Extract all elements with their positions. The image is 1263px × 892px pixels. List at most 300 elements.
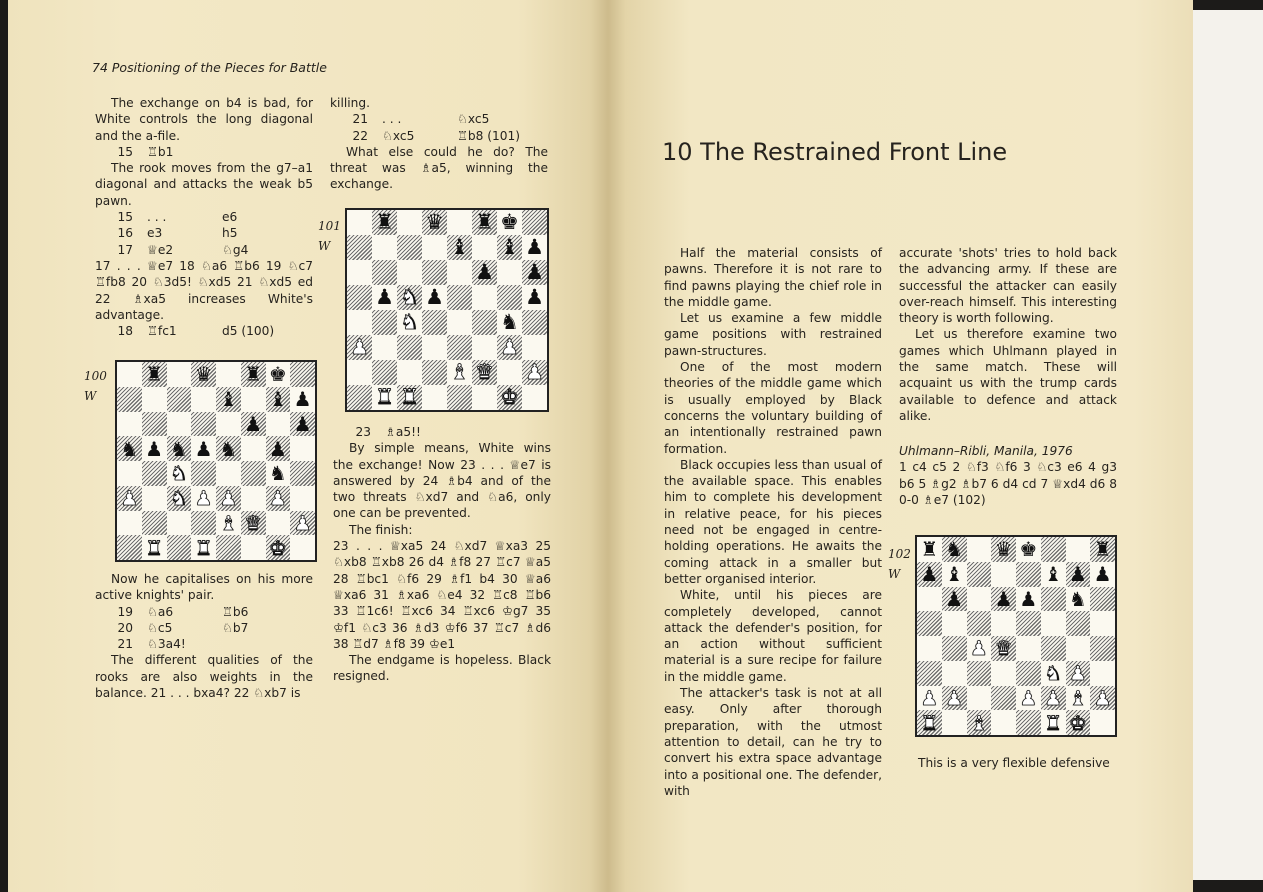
- white-knight-icon: ♞: [400, 285, 419, 309]
- white-pawn-icon: ♟: [194, 486, 213, 511]
- white-pawn-icon: ♟: [920, 685, 939, 710]
- board-square: [290, 436, 315, 461]
- diagram-101-label: 101 W: [318, 219, 341, 253]
- move-line: [330, 128, 548, 144]
- paragraph: What else could he do? The threat was ♗a5, winning the exchange.: [330, 144, 548, 192]
- paragraph: The rook moves from the g7–a1 diagonal and attacks the weak b5 pawn.: [95, 161, 313, 208]
- board-square: [447, 385, 472, 410]
- board-square: [497, 385, 522, 410]
- board-square: [497, 210, 522, 235]
- board-square: [447, 360, 472, 385]
- board-square: [967, 636, 992, 661]
- board-square: [472, 260, 497, 285]
- paragraph: White, until his pieces are completely developed, cannot attack the defender's position, for an action without sufficient material is a sure recipe for failure in the middle game.: [664, 588, 882, 684]
- board-square: [216, 362, 241, 387]
- board-square: [1090, 686, 1115, 711]
- board-square: [1041, 587, 1066, 612]
- board-square: [1066, 611, 1091, 636]
- paragraph: The finish:: [349, 522, 413, 537]
- board-square: [191, 535, 216, 560]
- board-square: [991, 661, 1016, 686]
- board-square: [142, 535, 167, 560]
- board-square: [290, 486, 315, 511]
- board-square: [422, 260, 447, 285]
- move-line: [95, 323, 313, 339]
- board-square: [1041, 611, 1066, 636]
- board-square: [1066, 686, 1091, 711]
- move-black: h5: [222, 226, 238, 241]
- board-square: [372, 385, 397, 410]
- white-pawn-icon: ♟: [268, 486, 287, 511]
- board-square: [942, 710, 967, 735]
- board-square: [191, 461, 216, 486]
- black-pawn-icon: ♟: [475, 260, 494, 284]
- board-square: [1041, 537, 1066, 562]
- board-square: [347, 310, 372, 335]
- board-square: [167, 511, 192, 536]
- board-square: [472, 385, 497, 410]
- board-square: [347, 235, 372, 260]
- black-queen-icon: ♛: [194, 362, 213, 387]
- board-square: [1066, 710, 1091, 735]
- board-square: [1041, 562, 1066, 587]
- board-square: [991, 710, 1016, 735]
- board-square: [266, 486, 291, 511]
- black-knight-icon: ♞: [120, 436, 139, 461]
- board-square: [167, 387, 192, 412]
- board-square: [142, 436, 167, 461]
- white-rook-icon: ♜: [145, 535, 164, 560]
- move-white: ♘a6: [147, 604, 174, 619]
- black-pawn-icon: ♟: [244, 411, 263, 436]
- board-square: [522, 385, 547, 410]
- board-square: [522, 335, 547, 360]
- board-square: [142, 486, 167, 511]
- board-square: [447, 335, 472, 360]
- board-square: [447, 235, 472, 260]
- white-bishop-icon: ♝: [450, 360, 469, 384]
- white-pawn-icon: ♟: [1093, 685, 1112, 710]
- board-square: [917, 587, 942, 612]
- board-square: [241, 511, 266, 536]
- black-bishop-icon: ♝: [945, 562, 964, 587]
- board-square: [422, 285, 447, 310]
- board-square: [372, 335, 397, 360]
- board-square: [967, 611, 992, 636]
- board-square: [142, 412, 167, 437]
- paragraph: 23 . . . ♕xa5 24 ♘xd7 ♕xa3 25 ♘xb8 ♖xb8 26 d4 ♗f8 27 ♖c7 ♕a5 28 ♖bc1 ♘f6 29 ♗f1 b4 30 ♕a6 ♕xa6 31 ♗xa6 ♘e4 32 ♖c8 ♖b6 33 ♖1c6! ♖xc6 34 ♖xc6 ♔g7 35 ♔f1 ♘c3 36 ♗d3 ♔f6 37 ♖c7 ♗d6 38 ♖d7 ♗f8 39 ♔e1: [333, 539, 551, 651]
- move-black: ♘xc5: [457, 112, 490, 127]
- white-bishop-icon: ♝: [219, 510, 238, 535]
- black-knight-icon: ♞: [268, 461, 287, 486]
- board-square: [991, 537, 1016, 562]
- board-square: [347, 210, 372, 235]
- black-knight-icon: ♞: [169, 436, 188, 461]
- black-rook-icon: ♜: [375, 210, 394, 234]
- move-line: [95, 636, 313, 652]
- board-square: [522, 285, 547, 310]
- board-square: [497, 235, 522, 260]
- black-bishop-icon: ♝: [450, 235, 469, 259]
- board-square: [290, 387, 315, 412]
- board-square: [967, 562, 992, 587]
- black-pawn-icon: ♟: [1019, 586, 1038, 611]
- white-pawn-icon: ♟: [293, 510, 312, 535]
- board-square: [241, 436, 266, 461]
- move-black: ♘b7: [222, 620, 249, 635]
- white-bishop-icon: ♝: [1068, 685, 1087, 710]
- black-king-icon: ♚: [500, 210, 519, 234]
- board-square: [372, 260, 397, 285]
- board-square: [967, 587, 992, 612]
- black-pawn-icon: ♟: [194, 436, 213, 461]
- board-square: [266, 387, 291, 412]
- board-square: [1090, 537, 1115, 562]
- board-square: [216, 461, 241, 486]
- board-square: [422, 210, 447, 235]
- board-square: [191, 436, 216, 461]
- board-square: [991, 636, 1016, 661]
- board-square: [397, 335, 422, 360]
- board-square: [497, 335, 522, 360]
- board-square: [397, 260, 422, 285]
- board-square: [347, 285, 372, 310]
- black-pawn-icon: ♟: [525, 260, 544, 284]
- board-square: [1041, 686, 1066, 711]
- board-square: [167, 461, 192, 486]
- white-pawn-icon: ♟: [1044, 685, 1063, 710]
- move-line: [333, 424, 551, 440]
- move-line: [95, 225, 313, 241]
- black-knight-icon: ♞: [1068, 586, 1087, 611]
- board-square: [1041, 661, 1066, 686]
- left-column-2-top: [330, 95, 548, 193]
- board-square: [142, 387, 167, 412]
- board-square: [472, 285, 497, 310]
- board-square: [167, 486, 192, 511]
- board-square: [216, 412, 241, 437]
- paragraph: The different qualities of the rooks are also weights in the balance. 21 . . . bxa4? 22 ♘xb7 is: [95, 653, 313, 701]
- black-knight-icon: ♞: [500, 310, 519, 334]
- board-square: [241, 486, 266, 511]
- move-number: 21: [117, 637, 133, 652]
- board-square: [241, 412, 266, 437]
- board-square: [372, 235, 397, 260]
- white-king-icon: ♚: [500, 385, 519, 409]
- move-number: 19: [117, 604, 133, 619]
- board-square: [241, 387, 266, 412]
- move-line: [95, 242, 313, 258]
- board-square: [917, 611, 942, 636]
- board-square: [917, 636, 942, 661]
- black-bishop-icon: ♝: [268, 387, 287, 412]
- board-square: [991, 587, 1016, 612]
- board-square: [942, 537, 967, 562]
- white-pawn-icon: ♟: [350, 335, 369, 359]
- white-pawn-icon: ♟: [219, 486, 238, 511]
- board-square: [991, 562, 1016, 587]
- white-knight-icon: ♞: [400, 310, 419, 334]
- black-pawn-icon: ♟: [525, 235, 544, 259]
- black-pawn-icon: ♟: [293, 411, 312, 436]
- paragraph: 17 . . . ♕e7 18 ♘a6 ♖b6 19 ♘c7 ♖fb8 20 ♘3d5! ♘xd5 21 ♘xd5 ed 22 ♗xa5 increases White's advantage.: [95, 258, 313, 322]
- board-square: [1090, 562, 1115, 587]
- board-square: [1016, 661, 1041, 686]
- white-rook-icon: ♜: [1044, 710, 1063, 735]
- board-square: [191, 511, 216, 536]
- paragraph: Black occupies less than usual of the available space. This enables him to complete his development in relative peace, for his pieces need not be engaged in centre-holding operations. He awaits the coming attack in a smaller but better organised interior.: [664, 457, 882, 586]
- board-square: [472, 310, 497, 335]
- board-square: [447, 260, 472, 285]
- board-square: [347, 335, 372, 360]
- board-square: [1090, 611, 1115, 636]
- black-pawn-icon: ♟: [525, 285, 544, 309]
- paragraph: Let us examine a few middle game positions with restrained pawn-structures.: [664, 311, 882, 358]
- black-rook-icon: ♜: [145, 362, 164, 387]
- board-square: [917, 537, 942, 562]
- board-square: [372, 210, 397, 235]
- black-queen-icon: ♛: [994, 537, 1013, 562]
- board-square: [142, 511, 167, 536]
- move-black: ♘g4: [222, 242, 249, 257]
- board-square: [522, 235, 547, 260]
- board-square: [117, 387, 142, 412]
- black-pawn-icon: ♟: [920, 562, 939, 587]
- black-bishop-icon: ♝: [219, 387, 238, 412]
- board-square: [397, 210, 422, 235]
- black-pawn-icon: ♟: [1068, 562, 1087, 587]
- game-heading: Uhlmann–Ribli, Manila, 1976 1 c4 c5 2 ♘f3 ♘f6 3 ♘c3 e6 4 g3 b6 5 ♗g2 ♗b7 6 d4 cd 7 ♕xd4 d6 8 0-0 ♗e7 (102): [899, 444, 1117, 507]
- chess-diagram-100: [115, 360, 317, 562]
- move-white: ♕e2: [147, 242, 174, 257]
- black-pawn-icon: ♟: [375, 285, 394, 309]
- white-knight-icon: ♞: [169, 486, 188, 511]
- board-square: [472, 210, 497, 235]
- white-queen-icon: ♛: [994, 636, 1013, 661]
- board-square: [422, 310, 447, 335]
- board-square: [290, 362, 315, 387]
- move-white: ♖b1: [147, 144, 174, 159]
- black-knight-icon: ♞: [945, 537, 964, 562]
- board-square: [422, 335, 447, 360]
- black-pawn-icon: ♟: [293, 387, 312, 412]
- board-square: [117, 511, 142, 536]
- black-pawn-icon: ♟: [1093, 562, 1112, 587]
- black-rook-icon: ♜: [920, 537, 939, 562]
- game-moves: 1 c4 c5 2 ♘f3 ♘f6 3 ♘c3 e6 4 g3 b6 5 ♗g2 ♗b7 6 d4 cd 7 ♕xd4 d6 8 0-0 ♗e7 (102): [899, 460, 1117, 507]
- board-square: [942, 636, 967, 661]
- board-square: [117, 436, 142, 461]
- move-white: . . .: [147, 210, 167, 225]
- board-square: [917, 661, 942, 686]
- diagram-100-label: 100 W: [84, 369, 107, 403]
- board-square: [241, 535, 266, 560]
- white-bishop-icon: ♝: [969, 710, 988, 735]
- board-square: [967, 710, 992, 735]
- move-black: e6: [222, 210, 238, 225]
- white-pawn-icon: ♟: [969, 636, 988, 661]
- board-square: [422, 360, 447, 385]
- board-square: [917, 686, 942, 711]
- black-king-icon: ♚: [1019, 537, 1038, 562]
- board-square: [991, 611, 1016, 636]
- black-pawn-icon: ♟: [994, 586, 1013, 611]
- black-pawn-icon: ♟: [145, 436, 164, 461]
- move-white: ♘3a4!: [147, 637, 186, 652]
- board-square: [216, 436, 241, 461]
- board-square: [1090, 661, 1115, 686]
- white-rook-icon: ♜: [194, 535, 213, 560]
- black-pawn-icon: ♟: [268, 436, 287, 461]
- white-rook-icon: ♜: [920, 710, 939, 735]
- board-square: [942, 562, 967, 587]
- board-square: [1016, 587, 1041, 612]
- board-square: [241, 362, 266, 387]
- right-column-1: [664, 245, 882, 799]
- board-square: [522, 360, 547, 385]
- move-black: ♖b8 (101): [457, 128, 521, 143]
- chess-diagram-101: [345, 208, 549, 412]
- move-number: 20: [117, 620, 133, 635]
- board-square: [497, 260, 522, 285]
- black-bishop-icon: ♝: [500, 235, 519, 259]
- black-knight-icon: ♞: [219, 436, 238, 461]
- board-square: [472, 235, 497, 260]
- board-square: [1066, 636, 1091, 661]
- board-square: [1090, 636, 1115, 661]
- white-king-icon: ♚: [268, 535, 287, 560]
- page-edge: [1193, 10, 1263, 880]
- board-square: [1016, 611, 1041, 636]
- board-square: [266, 511, 291, 536]
- board-square: [1041, 636, 1066, 661]
- white-pawn-icon: ♟: [500, 335, 519, 359]
- board-square: [167, 436, 192, 461]
- board-square: [347, 360, 372, 385]
- board-square: [290, 511, 315, 536]
- board-square: [142, 461, 167, 486]
- move-number: 17: [117, 242, 133, 257]
- board-square: [117, 535, 142, 560]
- move-line: [95, 209, 313, 225]
- board-square: [397, 385, 422, 410]
- board-square: [191, 486, 216, 511]
- board-square: [472, 360, 497, 385]
- board-square: [290, 535, 315, 560]
- board-square: [1016, 686, 1041, 711]
- white-queen-icon: ♛: [475, 360, 494, 384]
- black-queen-icon: ♛: [425, 210, 444, 234]
- black-rook-icon: ♜: [244, 362, 263, 387]
- board-square: [472, 335, 497, 360]
- chapter-title: 10 The Restrained Front Line: [662, 138, 1008, 166]
- board-square: [917, 710, 942, 735]
- white-pawn-icon: ♟: [120, 486, 139, 511]
- board-square: [191, 412, 216, 437]
- board-square: [1016, 537, 1041, 562]
- board-square: [266, 362, 291, 387]
- board-square: [967, 686, 992, 711]
- black-rook-icon: ♜: [1093, 537, 1112, 562]
- move-white: ♗a5!!: [385, 425, 421, 439]
- board-square: [290, 412, 315, 437]
- paragraph: By simple means, White wins the exchange! Now 23 . . . ♕e7 is answered by 24 ♗b4 and of the two threats ♘xd7 and ♘a6, only one can be prevented.: [333, 441, 551, 521]
- board-square: [1066, 562, 1091, 587]
- board-square: [497, 310, 522, 335]
- board-square: [422, 385, 447, 410]
- board-square: [290, 461, 315, 486]
- move-line: [95, 144, 313, 160]
- board-square: [397, 285, 422, 310]
- move-number: 18: [117, 324, 133, 339]
- board-square: [372, 310, 397, 335]
- move-number: 21: [352, 112, 368, 127]
- board-square: [397, 235, 422, 260]
- board-square: [991, 686, 1016, 711]
- board-square: [1066, 661, 1091, 686]
- board-square: [1090, 587, 1115, 612]
- black-king-icon: ♚: [268, 362, 287, 387]
- white-queen-icon: ♛: [244, 510, 263, 535]
- chess-diagram-102: [915, 535, 1117, 737]
- board-square: [266, 412, 291, 437]
- left-column-1-bottom: [95, 571, 313, 701]
- black-rook-icon: ♜: [475, 210, 494, 234]
- board-square: [347, 260, 372, 285]
- board-square: [447, 210, 472, 235]
- board-square: [397, 310, 422, 335]
- paragraph: Now he capitalises on his more active knights' pair.: [95, 572, 313, 603]
- board-square: [142, 362, 167, 387]
- paragraph: Let us therefore examine two games which Uhlmann played in the same match. These will acquaint us with the trump cards available to defence and attack alike.: [899, 327, 1117, 423]
- paragraph: Half the material consists of pawns. Therefore it is not rare to find pawns playing the chief role in the middle game.: [664, 246, 882, 309]
- move-number: 22: [352, 128, 368, 143]
- board-square: [942, 661, 967, 686]
- paragraph: The attacker's task is not at all easy. Only after thorough preparation, with the utmost attention to detail, can he try to convert his extra space advantage into a positional one. The defender, with: [664, 686, 882, 798]
- board-square: [117, 362, 142, 387]
- board-square: [347, 385, 372, 410]
- paragraph: The exchange on b4 is bad, for White controls the long diagonal and the a-file.: [95, 96, 313, 143]
- board-square: [167, 535, 192, 560]
- board-square: [266, 535, 291, 560]
- move-white: ♘xc5: [382, 128, 415, 143]
- board-square: [1016, 636, 1041, 661]
- board-square: [522, 260, 547, 285]
- board-square: [117, 412, 142, 437]
- board-square: [266, 436, 291, 461]
- board-square: [942, 587, 967, 612]
- black-pawn-icon: ♟: [945, 586, 964, 611]
- black-bishop-icon: ♝: [1044, 562, 1063, 587]
- white-pawn-icon: ♟: [1068, 661, 1087, 686]
- board-square: [942, 686, 967, 711]
- board-square: [522, 310, 547, 335]
- paragraph: The endgame is hopeless. Black resigned.: [333, 653, 551, 684]
- board-square: [216, 486, 241, 511]
- board-square: [191, 362, 216, 387]
- move-white: e3: [147, 226, 163, 241]
- board-square: [1016, 562, 1041, 587]
- move-number: 15: [117, 144, 133, 159]
- white-knight-icon: ♞: [169, 461, 188, 486]
- board-square: [117, 486, 142, 511]
- board-square: [422, 235, 447, 260]
- board-square: [117, 461, 142, 486]
- left-column-1-top: [95, 95, 313, 339]
- board-square: [241, 461, 266, 486]
- right-column-2-top: [899, 245, 1117, 424]
- move-black: d5 (100): [222, 324, 275, 339]
